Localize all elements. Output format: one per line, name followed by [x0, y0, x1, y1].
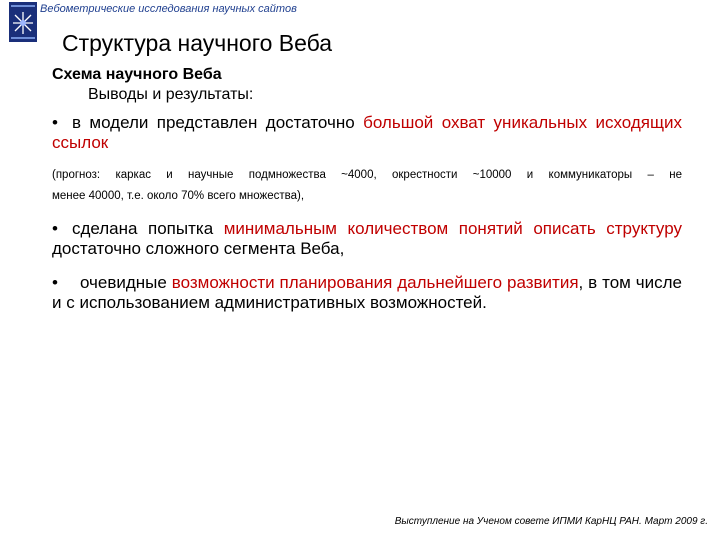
forecast-note-line: (прогноз: каркас и научные подмножества ~4000, окрестности ~10000 и коммуникаторы – не	[52, 169, 682, 181]
bullet-marker: •	[52, 273, 58, 292]
bullet-marker: •	[52, 219, 58, 238]
results-label: Выводы и результаты:	[88, 86, 254, 103]
bullet-item-1	[52, 113, 682, 153]
slide-title: Структура научного Веба	[62, 30, 333, 56]
bullet-highlight: возможности планирования дальнейшего развития	[171, 273, 579, 292]
bullet-marker: •	[52, 113, 58, 132]
bullet-text: очевидные	[79, 273, 172, 292]
bullet-highlight: структуру	[606, 219, 682, 238]
bullet-text: достаточно сложного сегмента Веба,	[52, 239, 345, 258]
slide-subtitle: Схема научного Веба	[52, 66, 222, 83]
institute-logo-icon	[9, 2, 37, 42]
header-title: Вебометрические исследования научных сайтов	[40, 3, 297, 15]
forecast-note-line: менее 40000, т.е. около 70% всего множества),	[52, 190, 305, 202]
bullet-highlight: большой охват уникальных	[363, 113, 588, 132]
bullet-text: сделана попытка	[71, 219, 224, 238]
bullet-text: в модели представлен достаточно	[71, 113, 364, 132]
bullet-item-2	[52, 219, 682, 259]
footer-caption: Выступление на Ученом совете ИПМИ КарНЦ РАН. Март 2009 г.	[394, 516, 708, 527]
bullet-highlight: исходящих ссылок	[52, 113, 682, 152]
forecast-note	[52, 165, 682, 207]
bullet-highlight: минимальным количеством понятий описать	[223, 219, 596, 238]
bullet-text: , в том числе и с использованием административных возможностей.	[52, 273, 683, 312]
bullet-item-3	[52, 273, 682, 313]
